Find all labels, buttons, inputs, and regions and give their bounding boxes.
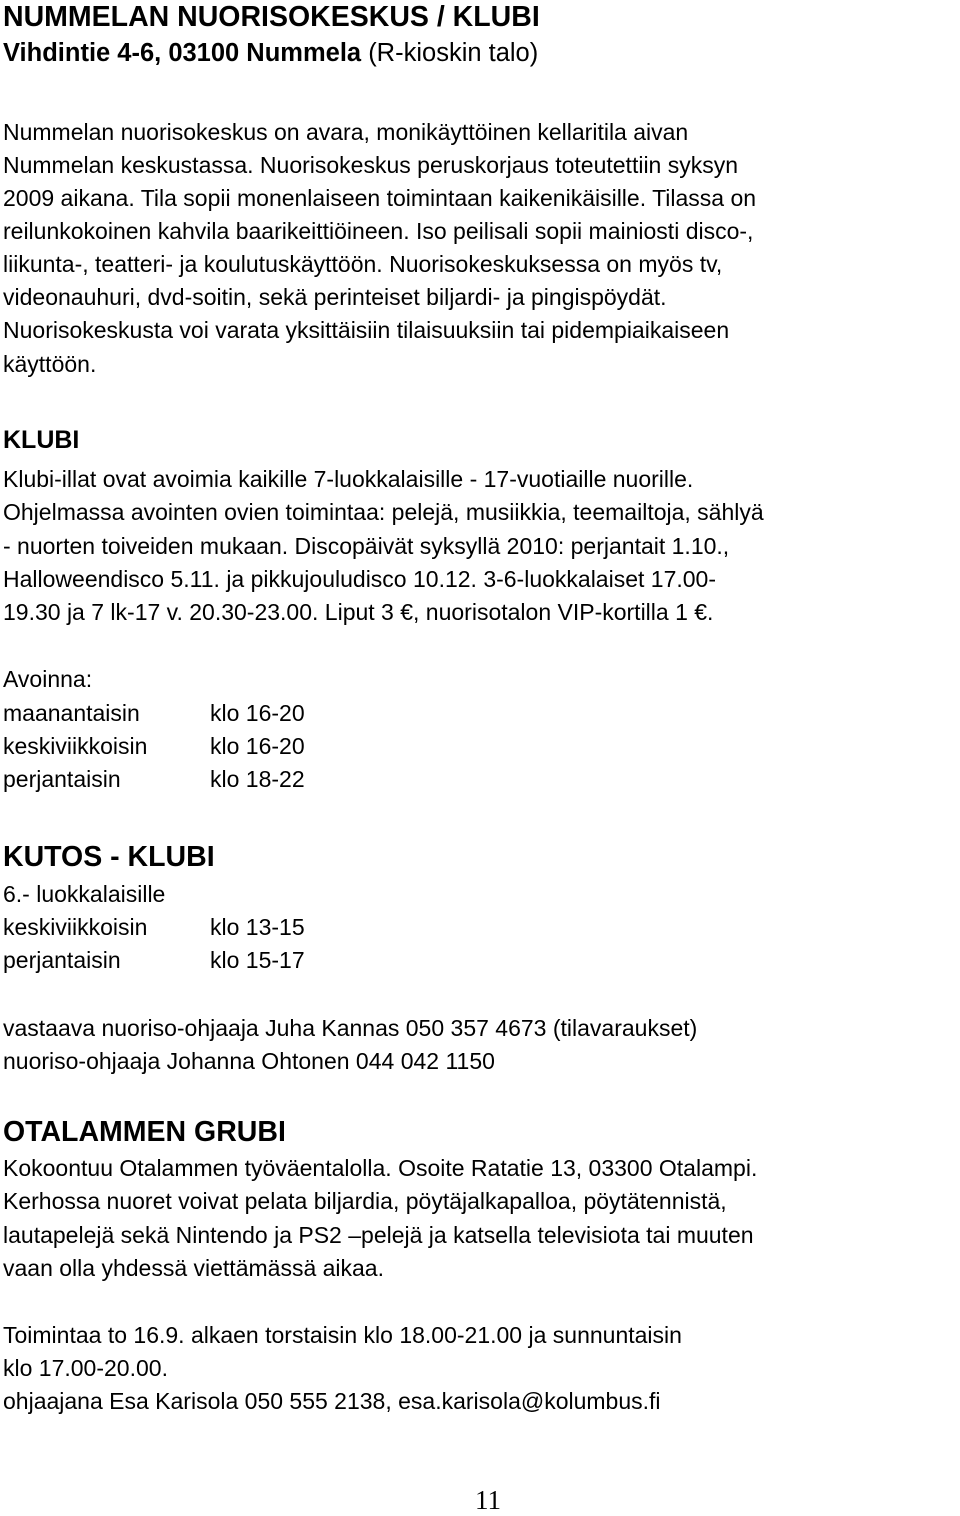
klubi-line: Klubi-illat ovat avoimia kaikille 7-luokkalaisille - 17-vuotiaille nuorille. [3, 466, 694, 492]
kutos-subtitle: 6.- luokkalaisille [3, 881, 166, 907]
contact-line: vastaava nuoriso-ohjaaja Juha Kannas 050 357 4673 (tilavaraukset) [3, 1015, 698, 1041]
page-title: NUMMELAN NUORISOKESKUS / KLUBI [3, 1, 540, 33]
address-line [3, 38, 538, 68]
schedule-time: klo 15-17 [210, 947, 305, 973]
schedule-day: perjantaisin [3, 766, 121, 792]
grubi-line: Kerhossa nuoret voivat pelata biljardia, pöytäjalkapalloa, pöytätennistä, [3, 1188, 727, 1214]
grubi-schedule-line: Toimintaa to 16.9. alkaen torstaisin klo 18.00-21.00 ja sunnuntaisin [3, 1322, 682, 1348]
intro-line: Nummelan nuorisokeskus on avara, monikäyttöinen kellaritila aivan [3, 119, 689, 145]
schedule-time: klo 16-20 [210, 733, 305, 759]
contact-line: nuoriso-ohjaaja Johanna Ohtonen 044 042 1150 [3, 1048, 495, 1074]
klubi-line: Ohjelmassa avointen ovien toimintaa: pelejä, musiikkia, teemailtoja, sählyä [3, 499, 764, 525]
intro-line: 2009 aikana. Tila sopii monenlaiseen toimintaan kaikenikäisille. Tilassa on [3, 185, 757, 211]
section-heading-kutos: KUTOS - KLUBI [3, 841, 215, 873]
klubi-line: Halloweendisco 5.11. ja pikkujouludisco 10.12. 3-6-luokkalaiset 17.00- [3, 566, 716, 592]
schedule-day: perjantaisin [3, 947, 121, 973]
section-heading-klubi: KLUBI [3, 426, 80, 454]
intro-line: liikunta-, teatteri- ja koulutuskäyttöön. Nuorisokeskuksessa on myös tv, [3, 251, 723, 277]
grubi-line: lautapelejä sekä Nintendo ja PS2 –pelejä ja katsella televisiota tai muuten [3, 1222, 754, 1248]
address-street: Vihdintie 4-6, 03100 Nummela [3, 39, 362, 67]
grubi-contact-line: ohjaajana Esa Karisola 050 555 2138, esa.karisola@kolumbus.fi [3, 1388, 661, 1414]
klubi-line: - nuorten toiveiden mukaan. Discopäivät syksyllä 2010: perjantait 1.10., [3, 533, 730, 559]
klubi-line: 19.30 ja 7 lk-17 v. 20.30-23.00. Liput 3 €, nuorisotalon VIP-kortilla 1 €. [3, 599, 714, 625]
schedule-day: keskiviikkoisin [3, 914, 148, 940]
schedule-time: klo 18-22 [210, 766, 305, 792]
schedule-time: klo 13-15 [210, 914, 305, 940]
schedule-day: maanantaisin [3, 700, 140, 726]
page-number: 11 [475, 1485, 501, 1515]
address-note: (R-kioskin talo) [361, 39, 539, 67]
grubi-line: Kokoontuu Otalammen työväentalolla. Osoite Ratatie 13, 03300 Otalampi. [3, 1155, 758, 1181]
intro-line: videonauhuri, dvd-soitin, sekä perinteiset biljardi- ja pingispöydät. [3, 284, 667, 310]
schedule-day: keskiviikkoisin [3, 733, 148, 759]
grubi-line: vaan olla yhdessä viettämässä aikaa. [3, 1255, 384, 1281]
schedule-time: klo 16-20 [210, 700, 305, 726]
grubi-schedule-line: klo 17.00-20.00. [3, 1355, 168, 1381]
open-label: Avoinna: [3, 666, 93, 692]
intro-line: Nummelan keskustassa. Nuorisokeskus peruskorjaus toteutettiin syksyn [3, 152, 739, 178]
intro-line: käyttöön. [3, 351, 97, 377]
intro-line: reilunkokoinen kahvila baarikeittiöineen. Iso peilisali sopii mainiosti disco-, [3, 218, 754, 244]
intro-line: Nuorisokeskusta voi varata yksittäisiin tilaisuuksiin tai pidempiaikaiseen [3, 317, 730, 343]
section-heading-grubi: OTALAMMEN GRUBI [3, 1116, 286, 1148]
